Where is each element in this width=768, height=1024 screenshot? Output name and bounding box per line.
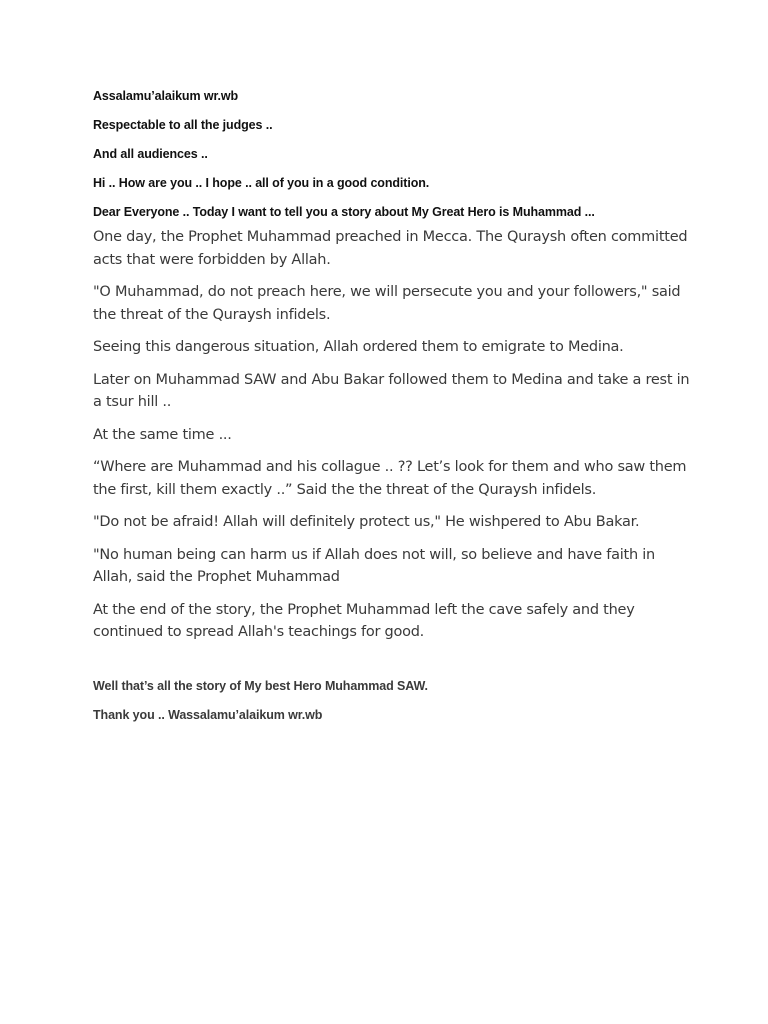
story-paragraph: “Where are Muhammad and his collague .. ?? Let’s look for them and who saw them the first, kill them exactly ..” Said the the threat of the Quraysh infidels. (93, 459, 687, 498)
story-paragraph: One day, the Prophet Muhammad preached in Mecca. The Quraysh often committed acts that were forbidden by Allah. (93, 229, 688, 268)
story-paragraph: "O Muhammad, do not preach here, we will persecute you and your followers," said the threat of the Quraysh infidels. (93, 284, 681, 323)
greeting-line: Respectable to all the judges .. (93, 118, 273, 132)
story-paragraph: Later on Muhammad SAW and Abu Bakar followed them to Medina and take a rest in a tsur hill .. (93, 371, 690, 410)
story-paragraph: "Do not be afraid! Allah will definitely protect us," He wishpered to Abu Bakar. (93, 514, 640, 530)
greeting-line: And all audiences .. (93, 147, 208, 161)
document-body (93, 88, 693, 736)
paragraph-spacer (93, 654, 693, 678)
story-paragraph: At the end of the story, the Prophet Muhammad left the cave safely and they continued to spread Allah's teachings for good. (93, 601, 635, 640)
story-paragraph: Seeing this dangerous situation, Allah ordered them to emigrate to Medina. (93, 339, 624, 355)
greeting-line: Hi .. How are you .. I hope .. all of you in a good condition. (93, 176, 430, 190)
closing-line: Well that’s all the story of My best Hero Muhammad SAW. (93, 678, 428, 693)
intro-line: Dear Everyone .. Today I want to tell you a story about My Great Hero is Muhammad ... (93, 205, 595, 219)
closing-line: Thank you .. Wassalamu’alaikum wr.wb (93, 707, 323, 722)
story-paragraph: "No human being can harm us if Allah does not will, so believe and have faith in Allah, said the Prophet Muhammad (93, 546, 655, 585)
story-paragraph: At the same time ... (93, 426, 232, 443)
greeting-line: Assalamu’alaikum wr.wb (93, 89, 239, 103)
